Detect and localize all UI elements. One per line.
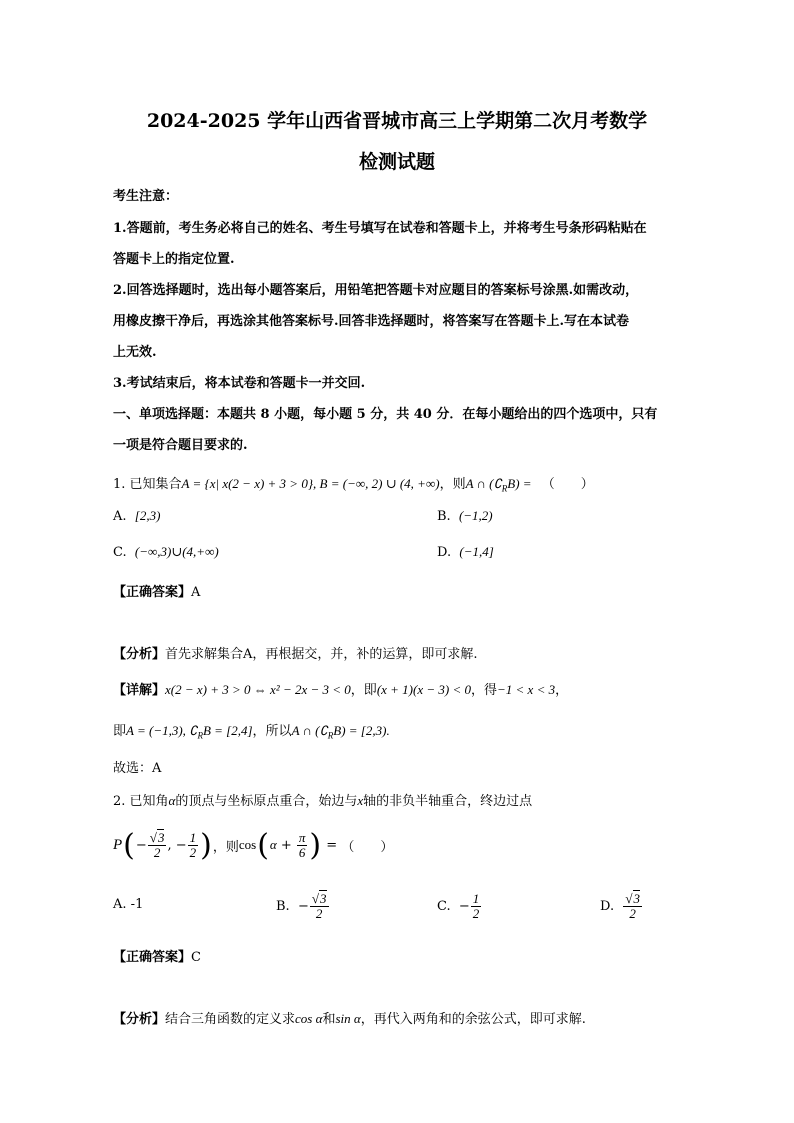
- q1-detail-line2: 即A = (−1,3), $∁_RB = [2,4]$，所以A ∩ $(∁_RB) = [2,3)$.: [113, 723, 390, 741]
- q2-option-d[interactable]: D. $\frac{√3}{2}$: [600, 890, 640, 921]
- q1-conclusion: 故选：A: [113, 761, 162, 776]
- notice-item-2-line3: 上无效.: [113, 345, 157, 360]
- notice-item-3: 3.考试结束后，将本试卷和答题卡一并交回.: [113, 376, 366, 391]
- notice-item-1-line1: 1.答题前，考生务必将自己的姓名、考生号填写在试卷和答题卡上，并将考生号条形码粘贴在: [113, 221, 647, 236]
- q1-answer: 【正确答案】A: [113, 585, 201, 600]
- q2-fraction-sqrt3-over-2: $\frac{√3}{2}$: [149, 829, 165, 860]
- section-heading-line2: 一项是符合题目要求的.: [113, 438, 248, 453]
- exam-title-line1: 2024-2025 学年山西省晋城市高三上学期第二次月考数学: [146, 110, 648, 132]
- q1-detail-line1: 【详解】x(2 − x) + 3 > 0 ⇔ x² − 2x − 3 < 0，即(x + 1)(x − 3) < 0，得−1 < x < 3，: [113, 682, 569, 698]
- q2-fraction-1-over-2: $\frac{1}{2}$: [189, 829, 197, 860]
- q1-option-b[interactable]: B. (−1,2): [437, 508, 493, 524]
- q2-stem-line1: 2. 已知角α的顶点与坐标原点重合，始边与x轴的非负半轴重合，终边过点: [113, 793, 533, 809]
- notice-heading: 考生注意：: [113, 189, 179, 204]
- q2-fraction-pi-over-6: $\frac{\pi}{6}$: [298, 829, 306, 860]
- notice-item-2-line1: 2.回答选择题时，选出每小题答案后，用铅笔把答题卡对应题目的答案标号涂黑.如需改动，: [113, 283, 639, 298]
- notice-item-1-line2: 答题卡上的指定位置.: [113, 252, 235, 267]
- q2-option-a[interactable]: A. -1: [113, 897, 144, 912]
- q1-option-a[interactable]: A. [2,3): [113, 508, 161, 524]
- q1-set-b: , B = (−∞, 2) ∪ (4, +∞): [313, 476, 440, 491]
- q2-option-c[interactable]: C. − $\frac{1}{2}$: [437, 890, 480, 921]
- notice-item-2-line2: 用橡皮擦干净后，再选涂其他答案标号.回答非选择题时，将答案写在答题卡上.写在本试卷: [113, 314, 630, 329]
- q2-stem-line2: P ( − $\frac{√3}{2}$ , − $\frac{1}{2}$ ) ，则 cos ( α + $\frac{\pi}{6}$ ) = （ ）: [113, 827, 394, 863]
- q1-set-a: A = {x| x(2 − x) + 3 > 0}: [181, 476, 314, 491]
- q1-stem: 1. 已知集合A = {x| x(2 − x) + 3 > 0}, B = (−∞, 2) ∪ (4, +∞)，则A ∩ $(∁_RB)$ = （ ）: [113, 476, 594, 494]
- exam-title-line2: 检测试题: [358, 151, 435, 173]
- q2-answer: 【正确答案】C: [113, 950, 201, 965]
- q2-analysis: 【分析】结合三角函数的定义求cos α和sin α，再代入两角和的余弦公式，即可求解.: [113, 1011, 586, 1027]
- q1-analysis: 【分析】首先求解集合A，再根据交，并，补的运算，即可求解.: [113, 647, 478, 662]
- section-heading-line1: 一、单项选择题：本题共 8 小题，每小题 5 分，共 40 分．在每小题给出的四个选项中，只有: [113, 407, 658, 422]
- q1-expression: A ∩ $(∁_RB)$ =: [465, 476, 532, 494]
- q1-option-d[interactable]: D. (−1,4]: [437, 544, 494, 560]
- q2-option-b[interactable]: B. − $\frac{√3}{2}$: [276, 890, 327, 921]
- q1-option-c[interactable]: C. (−∞,3)∪(4,+∞): [113, 544, 219, 560]
